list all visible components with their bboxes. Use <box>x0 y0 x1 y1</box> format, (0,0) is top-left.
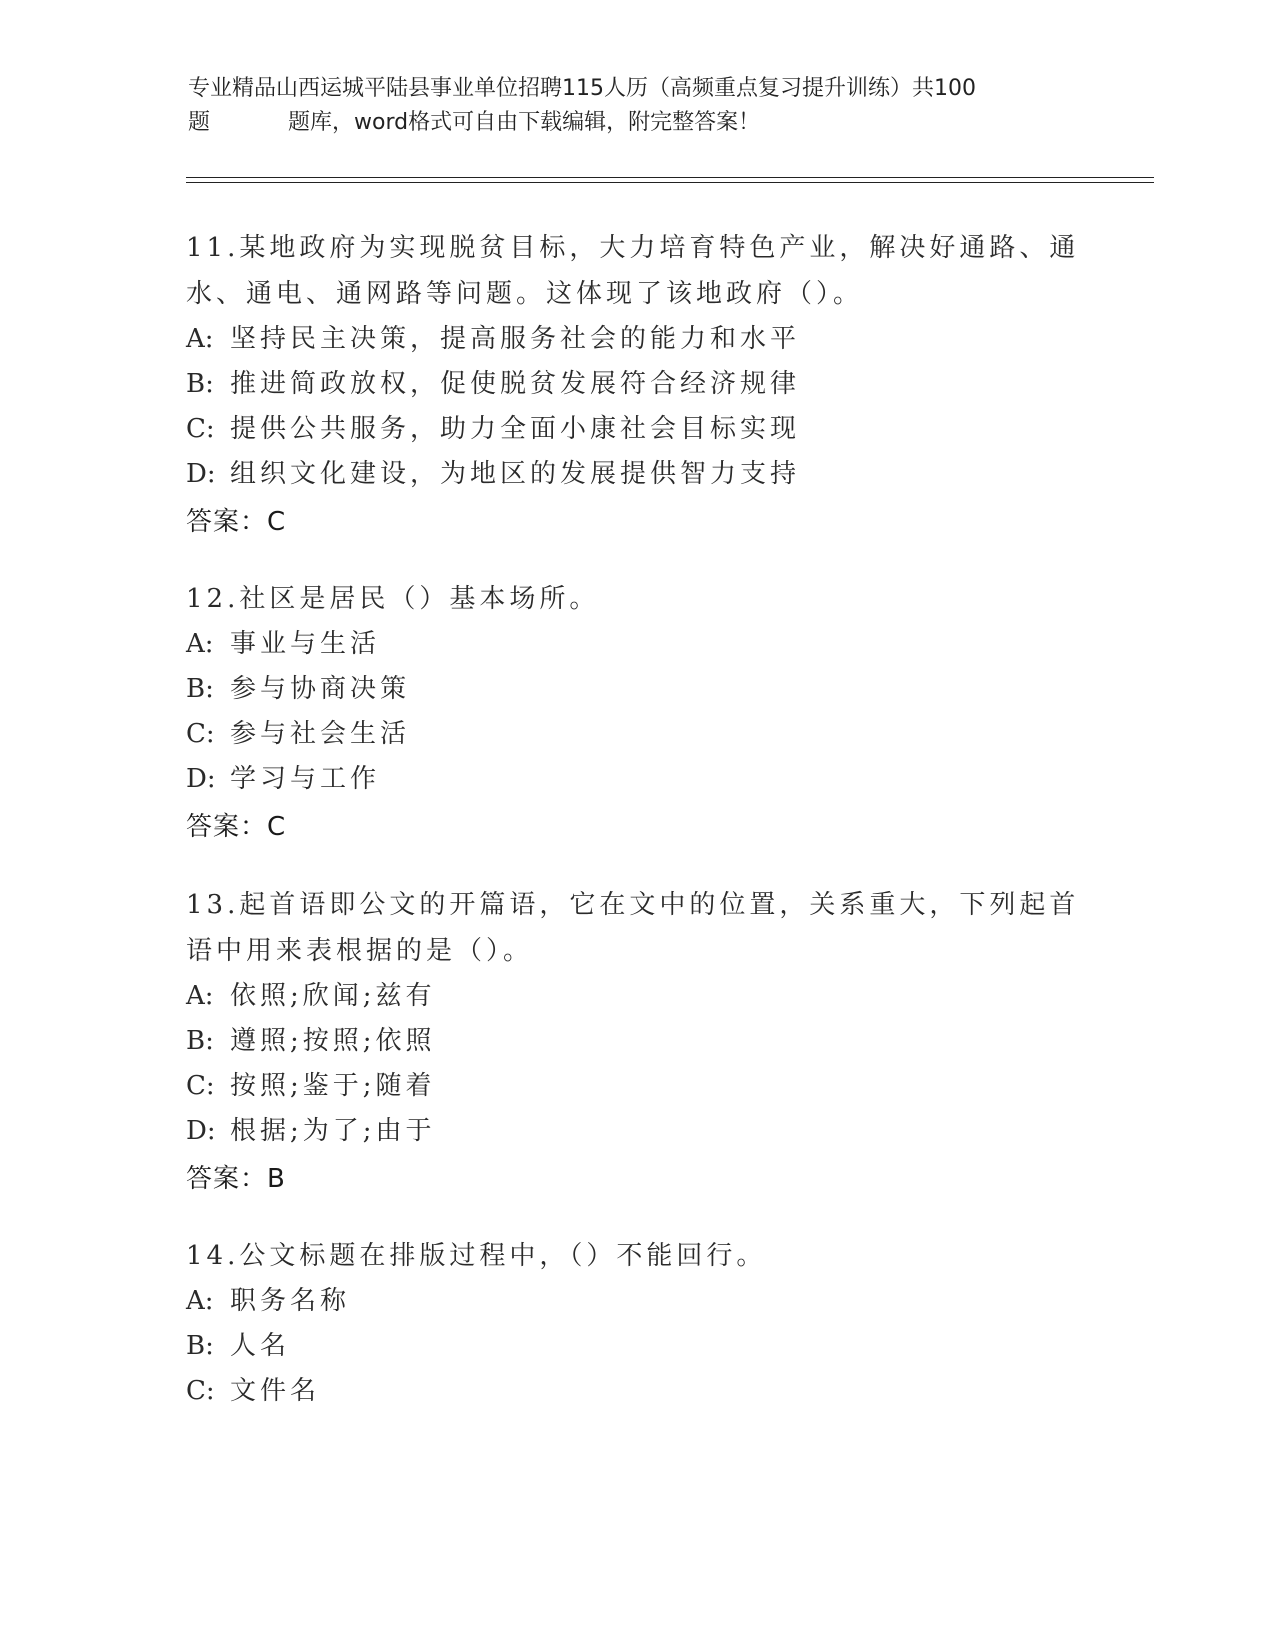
option-text: 推进简政放权，促使脱贫发展符合经济规律 <box>230 369 801 399</box>
option-text: 学习与工作 <box>230 764 381 794</box>
question-text: 11.某地政府为实现脱贫目标，大力培育特色产业，解决好通路、通水、通电、通网路等问题。这体现了该地政府（）。 <box>186 233 1080 309</box>
option-key: B: <box>186 369 214 399</box>
header-subtitle-lead: 题 <box>188 110 211 135</box>
header-divider-bottom <box>186 182 1154 183</box>
option-key: B: <box>186 674 214 704</box>
option-key: A: <box>186 1286 214 1316</box>
option-text: 参与协商决策 <box>230 674 411 704</box>
option-a <box>186 974 1086 1019</box>
option-d <box>186 1109 1086 1154</box>
option-d <box>186 757 1086 802</box>
answer-line: 答案：C <box>186 812 287 842</box>
option-text: 根据;为了;由于 <box>230 1116 436 1146</box>
option-b <box>186 667 1086 712</box>
option-c <box>186 407 1086 452</box>
question-13 <box>186 882 1086 1202</box>
header-subtitle-text: 题库，word格式可自由下载编辑，附完整答案！ <box>288 110 761 135</box>
option-b <box>186 1324 1086 1369</box>
option-key: B: <box>186 1331 214 1361</box>
header-divider-top <box>186 177 1154 178</box>
option-text: 按照;鉴于;随着 <box>230 1071 436 1101</box>
option-text: 组织文化建设，为地区的发展提供智力支持 <box>230 459 801 489</box>
option-key: A: <box>186 629 214 659</box>
question-text: 13.起首语即公文的开篇语，它在文中的位置，关系重大，下列起首语中用来表根据的是（）。 <box>186 890 1080 966</box>
option-a <box>186 622 1086 667</box>
option-text: 参与社会生活 <box>230 719 411 749</box>
option-c <box>186 1369 1086 1414</box>
option-text: 坚持民主决策，提高服务社会的能力和水平 <box>230 324 801 354</box>
option-key: D: <box>186 459 216 489</box>
option-key: C: <box>186 1376 215 1406</box>
question-text: 12.社区是居民（）基本场所。 <box>186 584 600 614</box>
header-title-line: 专业精品山西运城平陆县事业单位招聘115人历（高频重点复习提升训练）共100 <box>188 76 976 101</box>
option-key: D: <box>186 1116 216 1146</box>
question-14 <box>186 1233 1086 1414</box>
option-text: 职务名称 <box>230 1286 351 1316</box>
header-subtitle-line <box>188 106 1088 140</box>
option-text: 提供公共服务，助力全面小康社会目标实现 <box>230 414 801 444</box>
question-11 <box>186 225 1086 545</box>
option-key: C: <box>186 719 215 749</box>
option-text: 依照;欣闻;兹有 <box>230 981 436 1011</box>
option-text: 文件名 <box>230 1376 321 1406</box>
option-b <box>186 362 1086 407</box>
option-text: 事业与生活 <box>230 629 381 659</box>
option-b <box>186 1019 1086 1064</box>
option-key: D: <box>186 764 216 794</box>
document-header <box>188 72 1088 140</box>
option-key: A: <box>186 324 214 354</box>
option-a <box>186 1279 1086 1324</box>
option-key: A: <box>186 981 214 1011</box>
option-d <box>186 452 1086 497</box>
question-12 <box>186 576 1086 850</box>
option-a <box>186 317 1086 362</box>
answer-line: 答案：C <box>186 507 287 537</box>
option-c <box>186 712 1086 757</box>
option-key: B: <box>186 1026 214 1056</box>
option-text: 人名 <box>230 1331 291 1361</box>
option-key: C: <box>186 1071 215 1101</box>
option-key: C: <box>186 414 215 444</box>
option-c <box>186 1064 1086 1109</box>
option-text: 遵照;按照;依照 <box>230 1026 436 1056</box>
answer-line: 答案：B <box>186 1164 286 1194</box>
question-text: 14.公文标题在排版过程中，（）不能回行。 <box>186 1241 767 1271</box>
